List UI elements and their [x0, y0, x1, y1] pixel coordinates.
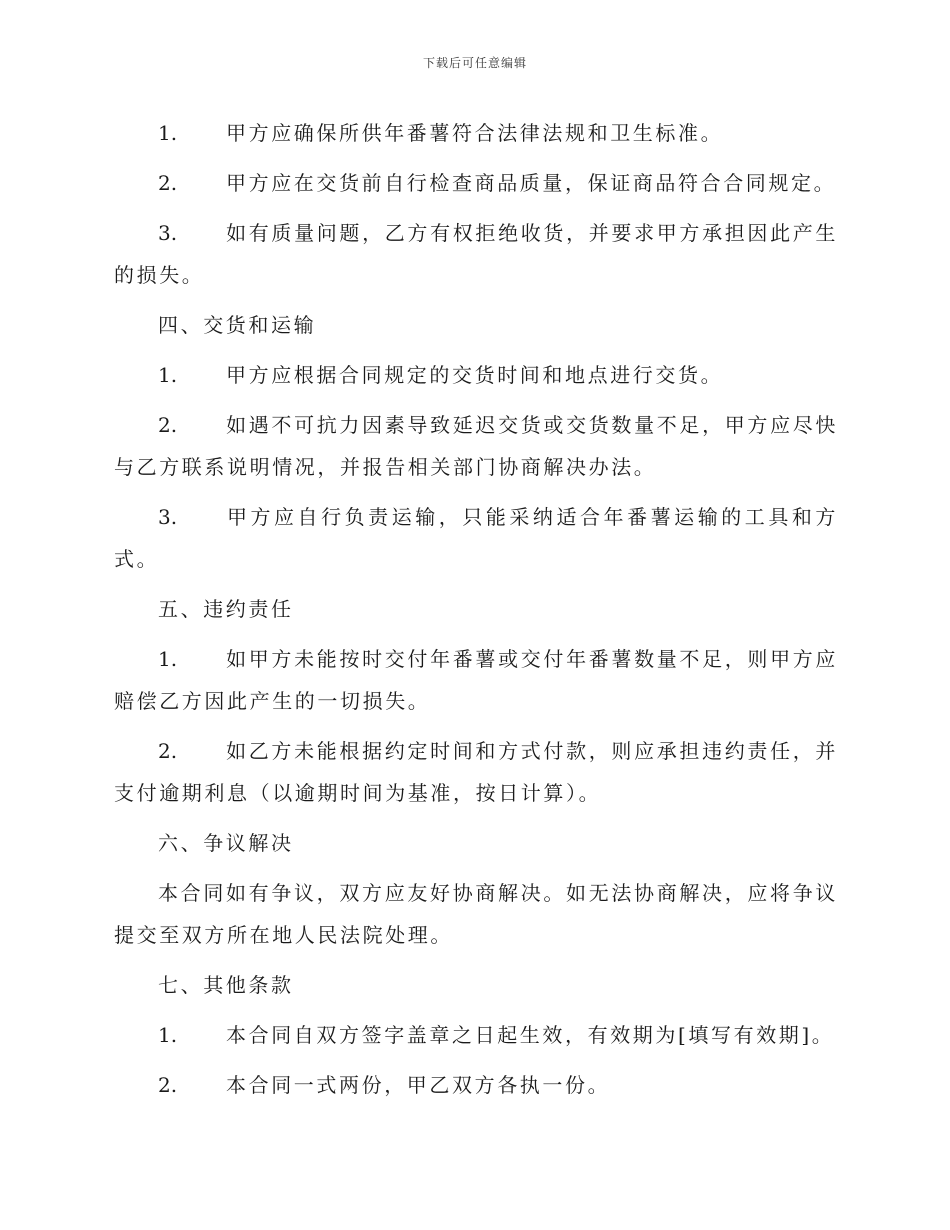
clause-text: 如甲方未能按时交付年番薯或交付年番薯数量不足，则甲方应赔偿乙方因此产生的一切损失。 [114, 647, 838, 713]
section-heading: 四、交货和运输 [158, 313, 317, 337]
clause-text: 甲方应根据合同规定的交货时间和地点进行交货。 [226, 363, 724, 387]
clause-item [114, 354, 838, 396]
clause-number: 1. [158, 1023, 178, 1047]
clause-number: 1. [158, 363, 178, 387]
clause-text: 如有质量问题，乙方有权拒绝收货，并要求甲方承担因此产生的损失。 [114, 221, 838, 287]
clause-item [114, 638, 838, 722]
clause-item [114, 162, 838, 204]
clause-item [114, 212, 838, 296]
clause-item [114, 730, 838, 814]
clause-item [114, 404, 838, 488]
clause-number: 3. [158, 505, 178, 529]
clause-item [114, 496, 838, 580]
clause-number: 2. [158, 413, 178, 437]
clause-number: 2. [158, 171, 178, 195]
clause-item [114, 1014, 838, 1056]
clause-number: 2. [158, 1073, 178, 1097]
section-heading: 六、争议解决 [158, 831, 294, 855]
clause-text: 甲方应在交货前自行检查商品质量，保证商品符合合同规定。 [226, 171, 837, 195]
clause-number: 1. [158, 121, 178, 145]
clause-text: 甲方应确保所供年番薯符合法律法规和卫生标准。 [226, 121, 724, 145]
clause-number: 3. [158, 221, 178, 245]
clause-text: 如遇不可抗力因素导致延迟交货或交货数量不足，甲方应尽快与乙方联系说明情况，并报告相关部门协商解决办法。 [114, 413, 838, 479]
clause-text: 甲方应自行负责运输，只能采纳适合年番薯运输的工具和方式。 [114, 505, 838, 571]
body-paragraph: 本合同如有争议，双方应友好协商解决。如无法协商解决，应将争议提交至双方所在地人民法院处理。 [114, 881, 838, 947]
document-body [114, 112, 838, 1114]
section-heading: 五、违约责任 [158, 597, 294, 621]
page-header: 下载后可任意编辑 [422, 56, 527, 70]
clause-text: 本合同自双方签字盖章之日起生效，有效期为[填写有效期]。 [226, 1023, 835, 1047]
clause-item [114, 1064, 838, 1106]
clause-text: 如乙方未能根据约定时间和方式付款，则应承担违约责任，并支付逾期利息（以逾期时间为基准，按日计算）。 [114, 739, 838, 805]
section-heading: 七、其他条款 [158, 973, 294, 997]
clause-text: 本合同一式两份，甲乙双方各执一份。 [226, 1073, 611, 1097]
clause-item [114, 112, 838, 154]
clause-number: 1. [158, 647, 178, 671]
clause-number: 2. [158, 739, 178, 763]
